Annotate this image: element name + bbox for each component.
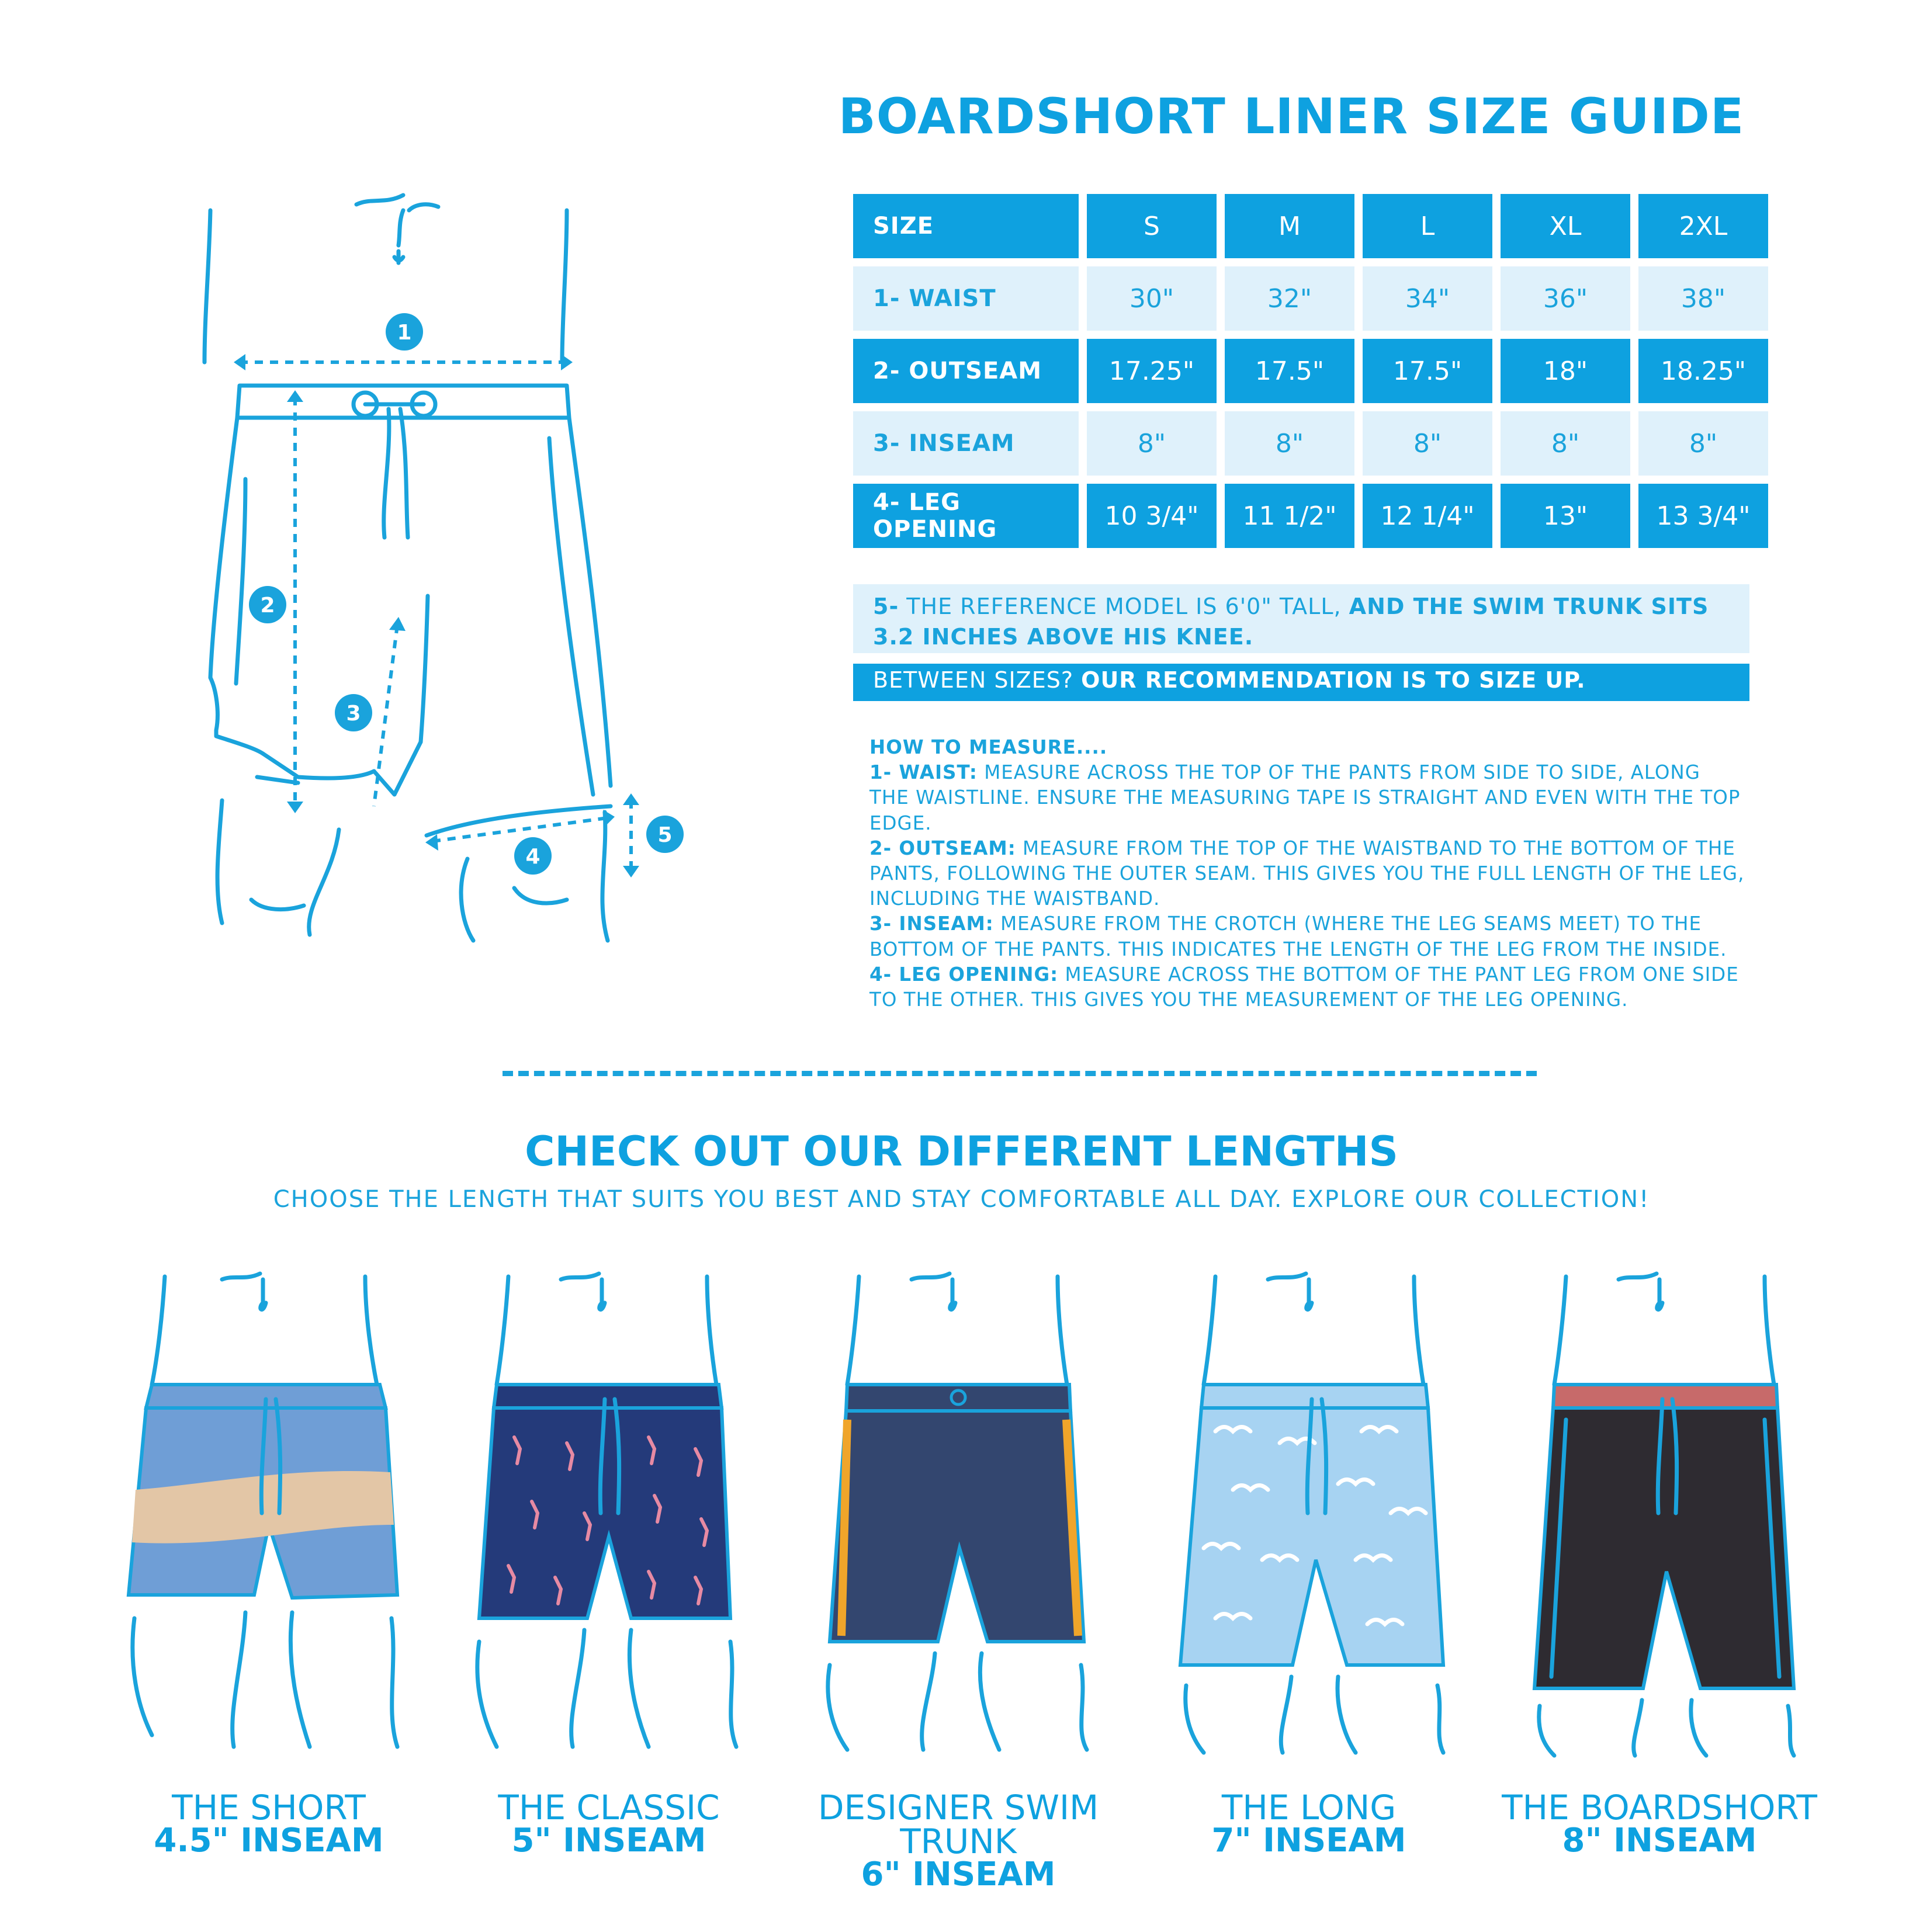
table-cell: 8" — [1501, 411, 1630, 476]
measure-item-inseam — [869, 911, 1746, 962]
measure-term: 2- OUTSEAM: — [869, 837, 1016, 859]
table-row — [853, 484, 1768, 548]
measure-text: MEASURE FROM THE TOP OF THE WAISTBAND TO THE BOTTOM OF THE PANTS, FOLLOWING THE OUTER SEAM. THIS GIVES YOU THE FULL LENGTH OF THE LEG, INCLUDING THE WAISTBAND. — [869, 837, 1745, 910]
table-cell: 11 1/2" — [1225, 484, 1354, 548]
measure-term: 4- LEG OPENING: — [869, 963, 1059, 986]
length-inseam: 5" INSEAM — [511, 1822, 706, 1860]
how-heading: HOW TO MEASURE.... — [869, 736, 1108, 758]
length-inseam: 6" INSEAM — [861, 1855, 1056, 1893]
between-sizes-banner — [853, 664, 1749, 701]
table-cell: 12 1/4" — [1363, 484, 1492, 548]
lengths-subheading: CHOOSE THE LENGTH THAT SUITS YOU BEST AND STAY COMFORTABLE ALL DAY. EXPLORE OUR COLLECTION! — [273, 1186, 1650, 1213]
row-label: 1- WAIST — [853, 266, 1079, 331]
measure-item-outseam — [869, 836, 1746, 912]
marker-5: 5 — [657, 823, 673, 847]
note-text: THE REFERENCE MODEL IS 6'0" TALL, — [899, 594, 1349, 619]
table-cell: 8" — [1638, 411, 1768, 476]
size-header-cell: XL — [1501, 194, 1630, 258]
table-cell: 17.5" — [1225, 339, 1354, 403]
figure-designer-swim-trunk — [806, 1268, 1110, 1758]
length-caption-long — [1116, 1788, 1502, 1860]
table-row — [853, 339, 1768, 403]
measure-term: 1- WAIST: — [869, 761, 978, 784]
marker-2: 2 — [260, 594, 275, 618]
length-name: THE LONG — [1221, 1788, 1397, 1827]
page-title: BOARDSHORT LINER SIZE GUIDE — [838, 88, 1745, 145]
note-number: 5- — [873, 594, 899, 619]
row-label: 3- INSEAM — [853, 411, 1079, 476]
table-cell: 32" — [1225, 266, 1354, 331]
section-divider — [503, 1071, 1537, 1076]
size-header-cell: M — [1225, 194, 1354, 258]
size-header-cell: S — [1087, 194, 1217, 258]
table-cell: 18.25" — [1638, 339, 1768, 403]
length-caption-short — [76, 1788, 462, 1860]
table-cell: 10 3/4" — [1087, 484, 1217, 548]
marker-4: 4 — [525, 845, 540, 869]
length-inseam: 7" INSEAM — [1211, 1822, 1406, 1860]
table-cell: 8" — [1225, 411, 1354, 476]
reference-model-note — [853, 584, 1749, 653]
table-cell: 17.25" — [1087, 339, 1217, 403]
size-header-cell: L — [1363, 194, 1492, 258]
note-bold-text: AND THE SWIM TRUNK SITS 3.2 INCHES ABOVE HIS KNEE. — [873, 594, 1709, 650]
length-inseam: 4.5" INSEAM — [154, 1822, 384, 1860]
marker-3: 3 — [346, 702, 361, 726]
measure-term: 3- INSEAM: — [869, 913, 994, 935]
measure-item-waist — [869, 760, 1746, 836]
table-cell: 8" — [1087, 411, 1217, 476]
table-cell: 30" — [1087, 266, 1217, 331]
figure-the-boardshort — [1513, 1268, 1817, 1758]
between-bold-text: OUR RECOMMENDATION IS TO SIZE UP. — [1081, 667, 1586, 693]
length-caption-boardshort — [1467, 1788, 1852, 1860]
figure-the-short — [117, 1268, 421, 1758]
length-caption-designer — [765, 1788, 1151, 1893]
measurement-diagram — [164, 187, 725, 946]
size-table — [845, 186, 1776, 556]
table-cell: 13" — [1501, 484, 1630, 548]
length-name: THE CLASSIC — [498, 1788, 720, 1827]
measure-text: MEASURE FROM THE CROTCH (WHERE THE LEG SEAMS MEET) TO THE BOTTOM OF THE PANTS. THIS INDICATES THE LENGTH OF THE LEG FROM THE INSIDE. — [869, 913, 1727, 960]
length-name: THE SHORT — [172, 1788, 366, 1827]
measure-text: MEASURE ACROSS THE TOP OF THE PANTS FROM SIDE TO SIDE, ALONG THE WAISTLINE. ENSURE THE MEASURING TAPE IS STRAIGHT AND EVEN WITH THE TOP EDGE. — [869, 761, 1741, 834]
table-cell: 38" — [1638, 266, 1768, 331]
size-header-row — [853, 194, 1768, 258]
size-header-label: SIZE — [853, 194, 1079, 258]
measure-text: MEASURE ACROSS THE BOTTOM OF THE PANT LEG FROM ONE SIDE TO THE OTHER. THIS GIVES YOU THE MEASUREMENT OF THE LEG OPENING. — [869, 963, 1739, 1011]
table-cell: 18" — [1501, 339, 1630, 403]
length-name: THE BOARDSHORT — [1502, 1788, 1817, 1827]
how-to-measure — [869, 735, 1746, 1012]
length-inseam: 8" INSEAM — [1562, 1822, 1757, 1860]
table-cell: 34" — [1363, 266, 1492, 331]
table-cell: 8" — [1363, 411, 1492, 476]
between-text: BETWEEN SIZES? — [873, 667, 1082, 693]
table-row — [853, 411, 1768, 476]
row-label: 4- LEG OPENING — [853, 484, 1079, 548]
table-row — [853, 266, 1768, 331]
lengths-heading: CHECK OUT OUR DIFFERENT LENGTHS — [525, 1128, 1398, 1175]
table-cell: 17.5" — [1363, 339, 1492, 403]
measure-item-leg-opening — [869, 962, 1746, 1012]
row-label: 2- OUTSEAM — [853, 339, 1079, 403]
figure-the-long — [1163, 1268, 1467, 1758]
table-cell: 13 3/4" — [1638, 484, 1768, 548]
length-name: DESIGNER SWIM TRUNK — [817, 1788, 1099, 1861]
length-caption-classic — [416, 1788, 802, 1860]
size-header-cell: 2XL — [1638, 194, 1768, 258]
table-cell: 36" — [1501, 266, 1630, 331]
figure-the-classic — [456, 1268, 760, 1758]
marker-1: 1 — [397, 321, 412, 345]
